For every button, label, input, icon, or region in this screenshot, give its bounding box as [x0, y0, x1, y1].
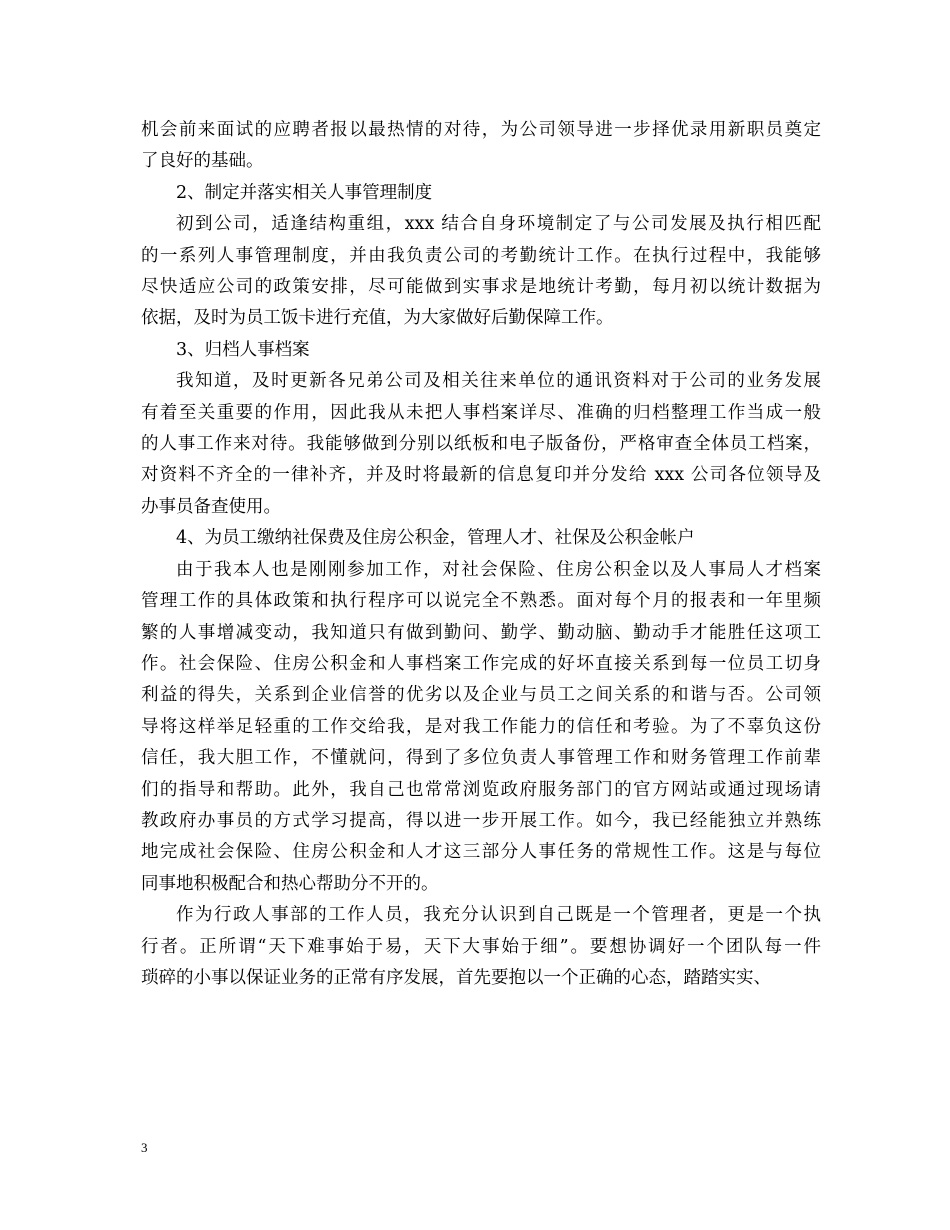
text-line: 了良好的基础。 [141, 151, 264, 172]
section-heading [141, 523, 821, 554]
text-line: 有着至关重要的作用，因此我从未把人事档案详尽、准确的归档整理工作当成一般 [141, 402, 821, 423]
page-number: 3 [141, 1140, 148, 1155]
text-line: 对资料不齐全的一律补齐，并及时将最新的信息复印并分发给 xxx 公司各位领导及 [141, 465, 821, 486]
text-line: 初到公司，适逢结构重组，xxx 结合自身环境制定了与公司发展及执行相匹配 [176, 214, 821, 235]
paragraph [141, 555, 821, 900]
text-line: 由于我本人也是刚刚参加工作，对社会保险、住房公积金以及人事局人才档案 [176, 559, 821, 580]
text-line: 的人事工作来对待。我能够做到分别以纸板和电子版备份，严格审查全体员工档案， [141, 434, 821, 455]
text-line: 地完成社会保险、住房公积金和人才这三部分人事任务的常规性工作。这是与每位 [141, 842, 821, 863]
section-heading [141, 335, 821, 366]
text-line: 作为行政人事部的工作人员，我充分认识到自己既是一个管理者，更是一个执 [176, 905, 821, 926]
text-line: 信任，我大胆工作，不懂就问，得到了多位负责人事管理工作和财务管理工作前辈 [141, 748, 821, 769]
text-line: 尽快适应公司的政策安排，尽可能做到实事求是地统计考勤，每月初以统计数据为 [141, 277, 821, 298]
text-line: 琐碎的小事以保证业务的正常有序发展，首先要抱以一个正确的心态，踏踏实实、 [141, 967, 771, 988]
text-line: 行者。正所谓“天下难事始于易，天下大事始于细”。要想协调好一个团队每一件 [141, 936, 821, 957]
paragraph [141, 209, 821, 335]
text-line: 繁的人事增减变动，我知道只有做到勤问、勤学、勤动脑、勤动手才能胜任这项工 [141, 622, 821, 643]
paragraph [141, 900, 821, 994]
text-line: 导将这样举足轻重的工作交给我，是对我工作能力的信任和考验。为了不辜负这份 [141, 716, 821, 737]
text-line: 教政府办事员的方式学习提高，得以进一步开展工作。如今，我已经能独立并熟练 [141, 810, 821, 831]
text-line: 利益的得失，关系到企业信誉的优劣以及企业与员工之间关系的和谐与否。公司领 [141, 685, 821, 706]
document-body [141, 115, 821, 994]
text-line: 4、为员工缴纳社保费及住房公积金，管理人才、社保及公积金帐户 [176, 528, 695, 549]
paragraph [141, 366, 821, 523]
paragraph-continuation [141, 115, 821, 178]
text-line: 机会前来面试的应聘者报以最热情的对待，为公司领导进一步择优录用新职员奠定 [141, 120, 821, 140]
text-line: 们的指导和帮助。此外，我自己也常常浏览政府服务部门的官方网站或通过现场请 [141, 779, 821, 800]
text-line: 2、制定并落实相关人事管理制度 [176, 182, 433, 203]
text-line: 同事地积极配合和热心帮助分不开的。 [141, 873, 439, 894]
section-heading [141, 178, 821, 209]
text-line: 我知道，及时更新各兄弟公司及相关往来单位的通讯资料对于公司的业务发展 [176, 371, 821, 392]
text-line: 的一系列人事管理制度，并由我负责公司的考勤统计工作。在执行过程中，我能够 [141, 245, 821, 266]
text-line: 3、归档人事档案 [176, 339, 310, 360]
text-line: 办事员备查使用。 [141, 496, 281, 517]
text-line: 依据，及时为员工饭卡进行充值，为大家做好后勤保障工作。 [141, 308, 614, 329]
text-line: 管理工作的具体政策和执行程序可以说完全不熟悉。面对每个月的报表和一年里频 [141, 591, 821, 612]
text-line: 作。社会保险、住房公积金和人事档案工作完成的好坏直接关系到每一位员工切身 [141, 653, 821, 674]
